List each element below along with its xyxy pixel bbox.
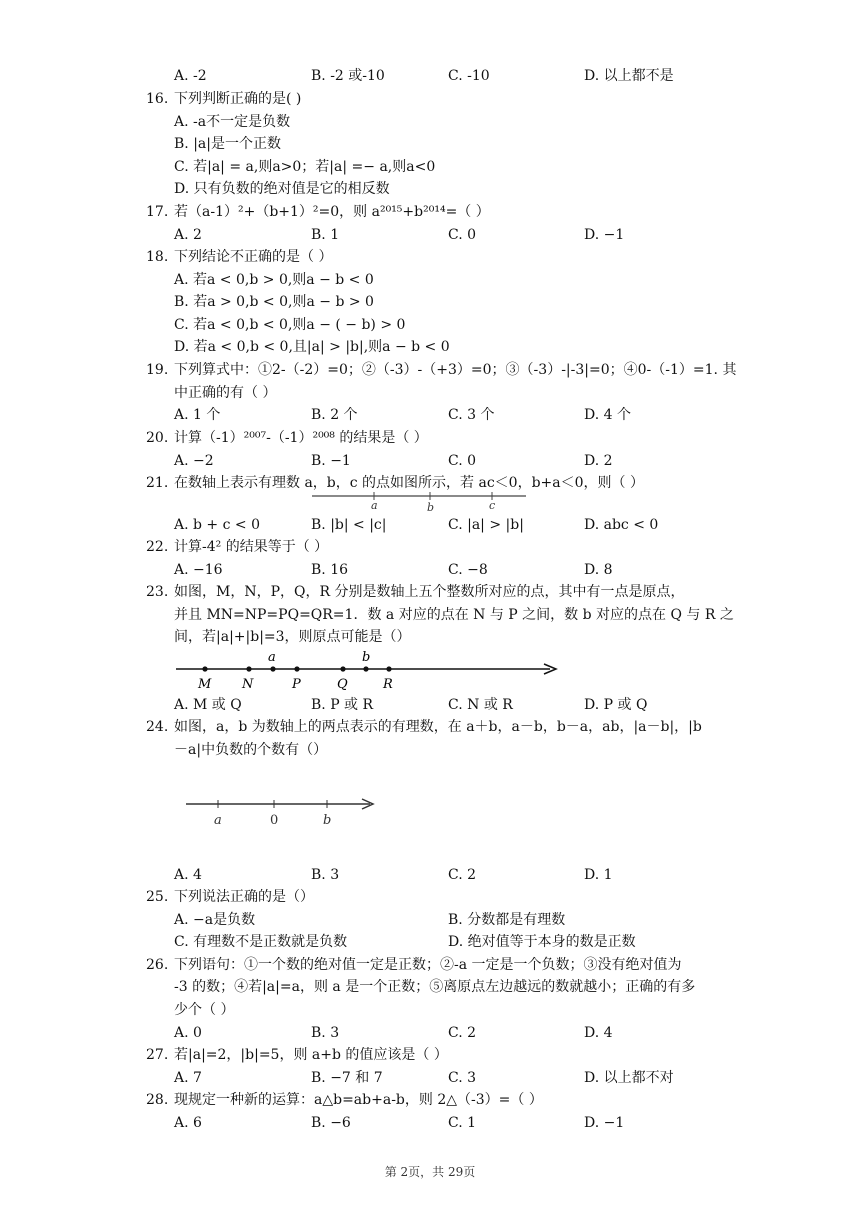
question-stem: 如图，a，b 为数轴上的两点表示的有理数，在 a＋b，a－b，b－a，ab，|a－b|，|b — [174, 719, 702, 735]
option-a[interactable]: A. 6 — [174, 1115, 202, 1131]
question-number: 18. — [146, 249, 169, 265]
point-label-Q: Q — [337, 677, 348, 692]
option-b[interactable]: B. |b| < |c| — [311, 517, 387, 533]
option-a[interactable]: A. 7 — [174, 1070, 202, 1086]
option-b[interactable]: B. P 或 R — [311, 697, 374, 713]
question-number: 27. — [146, 1047, 169, 1063]
option-a[interactable]: A. −2 — [174, 453, 214, 469]
number-line-figure-21 — [310, 490, 530, 514]
option-c[interactable]: C. 若a < 0,b < 0,则a − ( − b) > 0 — [174, 317, 406, 333]
option-d[interactable]: D. 4 — [584, 1025, 613, 1041]
option-a[interactable]: A. −a是负数 — [174, 912, 256, 928]
point-label-a: a — [214, 813, 222, 828]
question-number: 23. — [146, 584, 169, 600]
point-label-b: b — [427, 501, 435, 514]
point-label-N: N — [242, 677, 254, 692]
point-label-b: b — [323, 813, 332, 828]
point-label-P: P — [292, 677, 301, 692]
option-b[interactable]: B. -2 或-10 — [311, 68, 385, 84]
question-stem: 下列说法正确的是（） — [174, 889, 314, 905]
option-a[interactable]: A. -2 — [174, 68, 207, 84]
question-number: 16. — [146, 91, 169, 107]
point-label-M: M — [198, 677, 212, 692]
option-c[interactable]: C. -10 — [448, 68, 490, 84]
question-stem: 如图，M，N，P，Q，R 分别是数轴上五个整数所对应的点，其中有一点是原点， — [174, 584, 685, 600]
question-stem: 下列结论不正确的是（ ） — [174, 249, 333, 265]
option-b[interactable]: B. 2 个 — [311, 407, 358, 423]
option-c[interactable]: C. 2 — [448, 867, 477, 883]
question-stem-cont: 并且 MN=NP=PQ=QR=1．数 a 对应的点在 N 与 P 之间，数 b 对应的点在 Q 与 R 之 — [174, 607, 734, 623]
question-stem: 若（a-1）²+（b+1）²=0，则 a²⁰¹⁵+b²⁰¹⁴=（ ） — [174, 204, 490, 220]
question-stem-cont: -3 的数；④若|a|=a，则 a 是一个正数；⑤离原点左边越远的数就越小；正确的有多 — [174, 979, 696, 995]
number-line-figure-24 — [184, 794, 380, 828]
option-d[interactable]: D. −1 — [584, 1115, 625, 1131]
question-number: 24. — [146, 719, 169, 735]
option-b[interactable]: B. 3 — [311, 1025, 340, 1041]
option-a[interactable]: A. 若a < 0,b > 0,则a − b < 0 — [174, 272, 374, 288]
point-label-R: R — [383, 677, 393, 692]
option-c[interactable]: C. 0 — [448, 227, 477, 243]
point-label-zero: 0 — [270, 813, 279, 828]
option-c[interactable]: C. N 或 R — [448, 697, 513, 713]
option-b[interactable]: B. 16 — [311, 562, 349, 578]
option-a[interactable]: A. 0 — [174, 1025, 202, 1041]
option-c[interactable]: C. 3 个 — [448, 407, 495, 423]
option-b[interactable]: B. 若a > 0,b < 0,则a − b > 0 — [174, 294, 374, 310]
question-stem: 下列判断正确的是( ) — [174, 91, 302, 107]
question-stem-cont: 少个（ ） — [174, 1002, 235, 1018]
question-number: 21. — [146, 475, 169, 491]
question-number: 17. — [146, 204, 169, 220]
option-a[interactable]: A. −16 — [174, 562, 223, 578]
point-label-c: c — [489, 499, 496, 512]
option-c[interactable]: C. −8 — [448, 562, 488, 578]
option-b[interactable]: B. 1 — [311, 227, 340, 243]
question-stem: 在数轴上表示有理数 a，b，c 的点如图所示，若 ac＜0，b+a＜0，则（ ） — [174, 475, 644, 491]
point-label-a: a — [371, 499, 378, 512]
question-number: 19. — [146, 362, 169, 378]
question-number: 26. — [146, 957, 169, 973]
number-line-figure-23 — [172, 648, 562, 692]
option-d[interactable]: D. abc < 0 — [584, 517, 659, 533]
option-b[interactable]: B. 分数都是有理数 — [448, 912, 566, 928]
option-a[interactable]: A. 1 个 — [174, 407, 221, 423]
question-number: 20. — [146, 430, 169, 446]
option-a[interactable]: A. 4 — [174, 867, 202, 883]
option-d[interactable]: D. 若a < 0,b < 0,且|a| > |b|,则a − b < 0 — [174, 339, 450, 355]
option-d[interactable]: D. 以上都不对 — [584, 1070, 674, 1086]
question-stem: 若|a|=2，|b|=5，则 a+b 的值应该是（ ） — [174, 1047, 448, 1063]
question-stem: 下列语句：①一个数的绝对值一定是正数；②-a 一定是一个负数；③没有绝对值为 — [174, 957, 682, 973]
point-label-a: a — [268, 650, 276, 665]
question-stem-cont: －a|中负数的个数有（） — [174, 742, 328, 758]
question-number: 25. — [146, 889, 169, 905]
option-c[interactable]: C. 有理数不是正数就是负数 — [174, 934, 348, 950]
question-stem-cont: 中正确的有（ ） — [174, 385, 277, 401]
question-stem: 计算-4² 的结果等于（ ） — [174, 539, 329, 555]
option-b[interactable]: B. −1 — [311, 453, 351, 469]
option-b[interactable]: B. −7 和 7 — [311, 1070, 383, 1086]
option-d[interactable]: D. 1 — [584, 867, 613, 883]
point-label-b: b — [362, 650, 371, 665]
option-a[interactable]: A. -a不一定是负数 — [174, 114, 291, 130]
question-stem-cont: 间，若|a|+|b|=3，则原点可能是（） — [174, 629, 411, 645]
option-d[interactable]: D. P 或 Q — [584, 697, 648, 713]
option-d[interactable]: D. 绝对值等于本身的数是正数 — [448, 934, 636, 950]
option-c[interactable]: C. 3 — [448, 1070, 477, 1086]
option-b[interactable]: B. −6 — [311, 1115, 351, 1131]
option-b[interactable]: B. |a|是一个正数 — [174, 136, 281, 152]
option-d[interactable]: D. −1 — [584, 227, 625, 243]
option-d[interactable]: D. 8 — [584, 562, 613, 578]
option-a[interactable]: A. M 或 Q — [174, 697, 242, 713]
option-d[interactable]: D. 4 个 — [584, 407, 631, 423]
option-c[interactable]: C. 1 — [448, 1115, 477, 1131]
option-c[interactable]: C. 0 — [448, 453, 477, 469]
option-b[interactable]: B. 3 — [311, 867, 340, 883]
option-a[interactable]: A. b + c < 0 — [174, 517, 260, 533]
question-stem: 下列算式中：①2-（-2）=0；②（-3）-（+3）=0；③（-3）-|-3|=0；④0-（-1）=1. 其 — [174, 362, 737, 378]
option-d[interactable]: D. 只有负数的绝对值是它的相反数 — [174, 181, 390, 197]
option-c[interactable]: C. |a| > |b| — [448, 517, 524, 533]
option-c[interactable]: C. 若|a| = a,则a>0；若|a| =− a,则a<0 — [174, 159, 436, 175]
option-d[interactable]: D. 以上都不是 — [584, 68, 674, 84]
option-a[interactable]: A. 2 — [174, 227, 202, 243]
question-number: 22. — [146, 539, 169, 555]
option-d[interactable]: D. 2 — [584, 453, 613, 469]
page-footer: 第 2页，共 29页 — [384, 1165, 476, 1179]
question-stem: 现规定一种新的运算：a△b=ab+a-b，则 2△（-3）=（ ） — [174, 1092, 543, 1108]
question-number: 28. — [146, 1092, 169, 1108]
question-stem: 计算（-1）²⁰⁰⁷-（-1）²⁰⁰⁸ 的结果是（ ） — [174, 430, 428, 446]
option-c[interactable]: C. 2 — [448, 1025, 477, 1041]
